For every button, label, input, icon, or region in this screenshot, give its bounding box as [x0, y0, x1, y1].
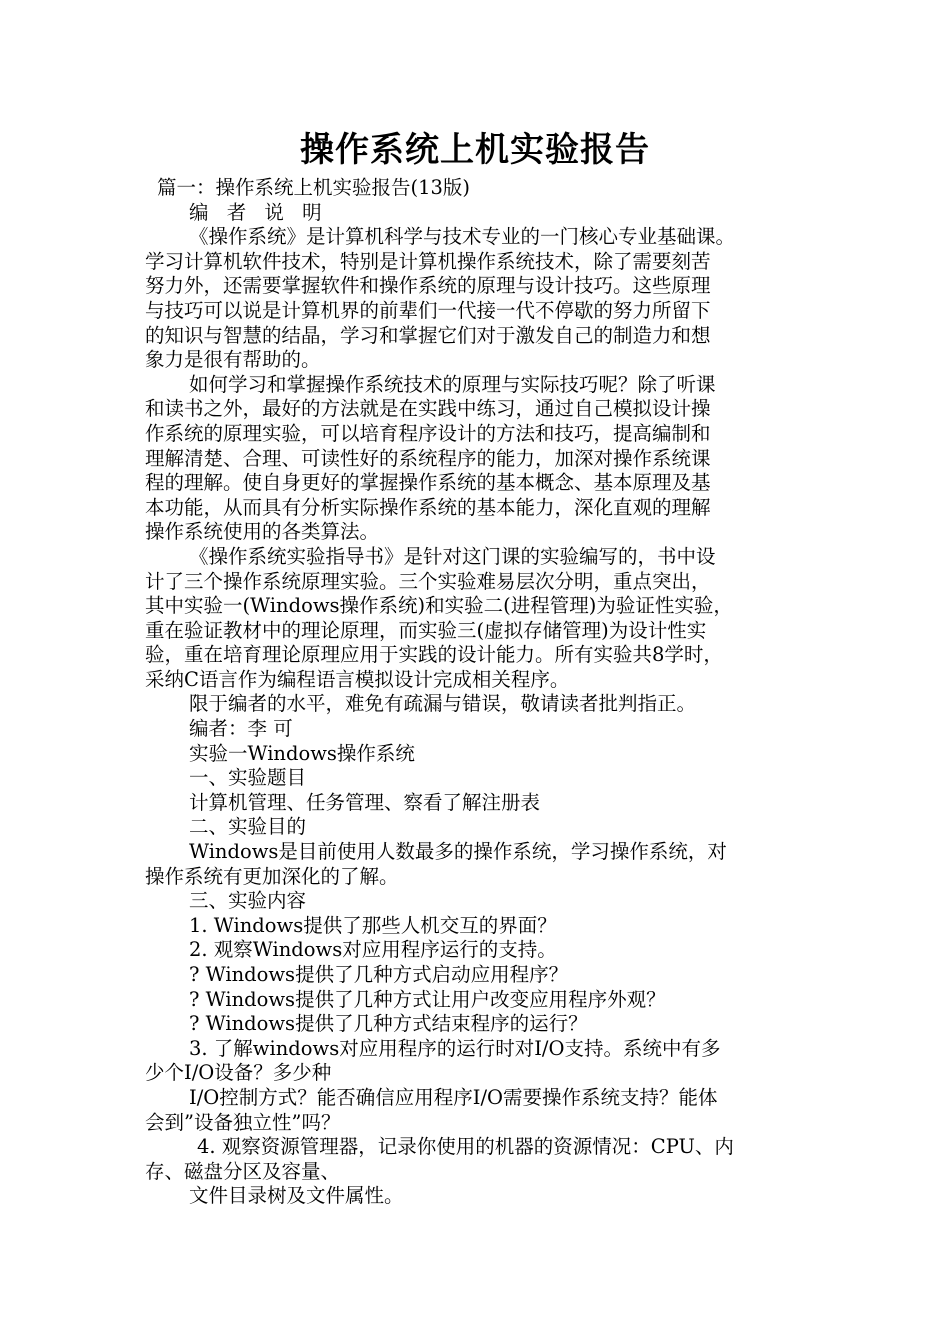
text-line: 操作系统使用的各类算法。 [145, 520, 380, 544]
text-line: 如何学习和掌握操作系统技术的原理与实际技巧呢？除了听课 [189, 372, 716, 396]
text-line: 4. 观察资源管理器，记录你使用的机器的资源情况：CPU、内 [197, 1135, 734, 1159]
text-line: ? Windows提供了几种方式启动应用程序？ [189, 963, 569, 986]
text-line: 二、实验目的 [189, 815, 307, 839]
text-line: ? Windows提供了几种方式结束程序的运行？ [189, 1012, 588, 1036]
text-line: 少个I/O设备？多少种 [145, 1061, 332, 1085]
text-line: 存、磁盘分区及容量、 [145, 1159, 341, 1183]
text-line: 限于编者的水平，难免有疏漏与错误，敬请读者批判指正。 [189, 692, 697, 716]
text-line: I/O控制方式？能否确信应用程序I/O需要操作系统支持？能体 [189, 1085, 718, 1109]
text-line: 《操作系统实验指导书》是针对这门课的实验编写的，书中设 [189, 544, 716, 568]
text-line: 编者：李 可 [189, 717, 293, 741]
text-line: 象力是很有帮助的。 [145, 348, 321, 372]
text-line: 篇一：操作系统上机实验报告(13版) [157, 176, 471, 199]
text-line: 学习计算机软件技术，特别是计算机操作系统技术，除了需要刻苦 [145, 249, 711, 273]
text-line: 《操作系统》是计算机科学与技术专业的一门核心专业基础课。 [189, 225, 736, 249]
text-line: 实验一Windows操作系统 [189, 741, 415, 765]
text-line: 2. 观察Windows对应用程序运行的支持。 [189, 938, 557, 962]
text-line: Windows是目前使用人数最多的操作系统，学习操作系统，对 [189, 840, 727, 864]
text-line: 本功能，从而具有分析实际操作系统的基本能力，深化直观的理解 [145, 495, 711, 519]
text-line: 采纳C语言作为编程语言模拟设计完成相关程序。 [145, 667, 570, 691]
text-line: 会到”设备独立性”吗？ [145, 1110, 341, 1134]
text-line: 3. 了解windows对应用程序的运行时对I/O支持。系统中有多 [189, 1036, 721, 1060]
text-line: 与技巧可以说是计算机界的前辈们一代接一代不停歇的努力所留下 [145, 298, 711, 322]
text-line: 操作系统有更加深化的了解。 [145, 864, 399, 888]
text-line: 和读书之外，最好的方法就是在实践中练习，通过自己模拟设计操 [145, 397, 711, 421]
text-line: 作系统的原理实验，可以培育程序设计的方法和技巧，提高编制和 [145, 421, 711, 445]
text-line: 一、实验题目 [189, 766, 307, 790]
text-line: 1. Windows提供了那些人机交互的界面？ [189, 913, 557, 937]
text-line: 程的理解。使自身更好的掌握操作系统的基本概念、基本原理及基 [145, 471, 711, 495]
text-line: 计了三个操作系统原理实验。三个实验难易层次分明，重点突出， [145, 569, 711, 593]
text-line: ? Windows提供了几种方式让用户改变应用程序外观？ [189, 987, 666, 1011]
text-line: 重在验证教材中的理论原理，而实验三(虚拟存储管理)为设计性实 [145, 618, 707, 642]
text-line: 其中实验一(Windows操作系统)和实验二(进程管理)为验证性实验， [145, 594, 733, 618]
text-line: 验，重在培育理论原理应用于实践的设计能力。所有实验共8学时， [145, 643, 723, 667]
text-line: 文件目录树及文件属性。 [189, 1184, 404, 1208]
document-title: 操作系统上机实验报告 [300, 130, 650, 170]
text-line: 三、实验内容 [189, 889, 307, 913]
text-line: 计算机管理、任务管理、察看了解注册表 [189, 790, 541, 814]
text-line: 理解清楚、合理、可读性好的系统程序的能力，加深对操作系统课 [145, 446, 711, 470]
text-line: 的知识与智慧的结晶，学习和掌握它们对于激发自己的制造力和想 [145, 323, 711, 347]
document-body [145, 176, 815, 1209]
text-line: 努力外，还需要掌握软件和操作系统的原理与设计技巧。这些原理 [145, 274, 711, 298]
text-line: 编 者 说 明 [189, 200, 328, 224]
